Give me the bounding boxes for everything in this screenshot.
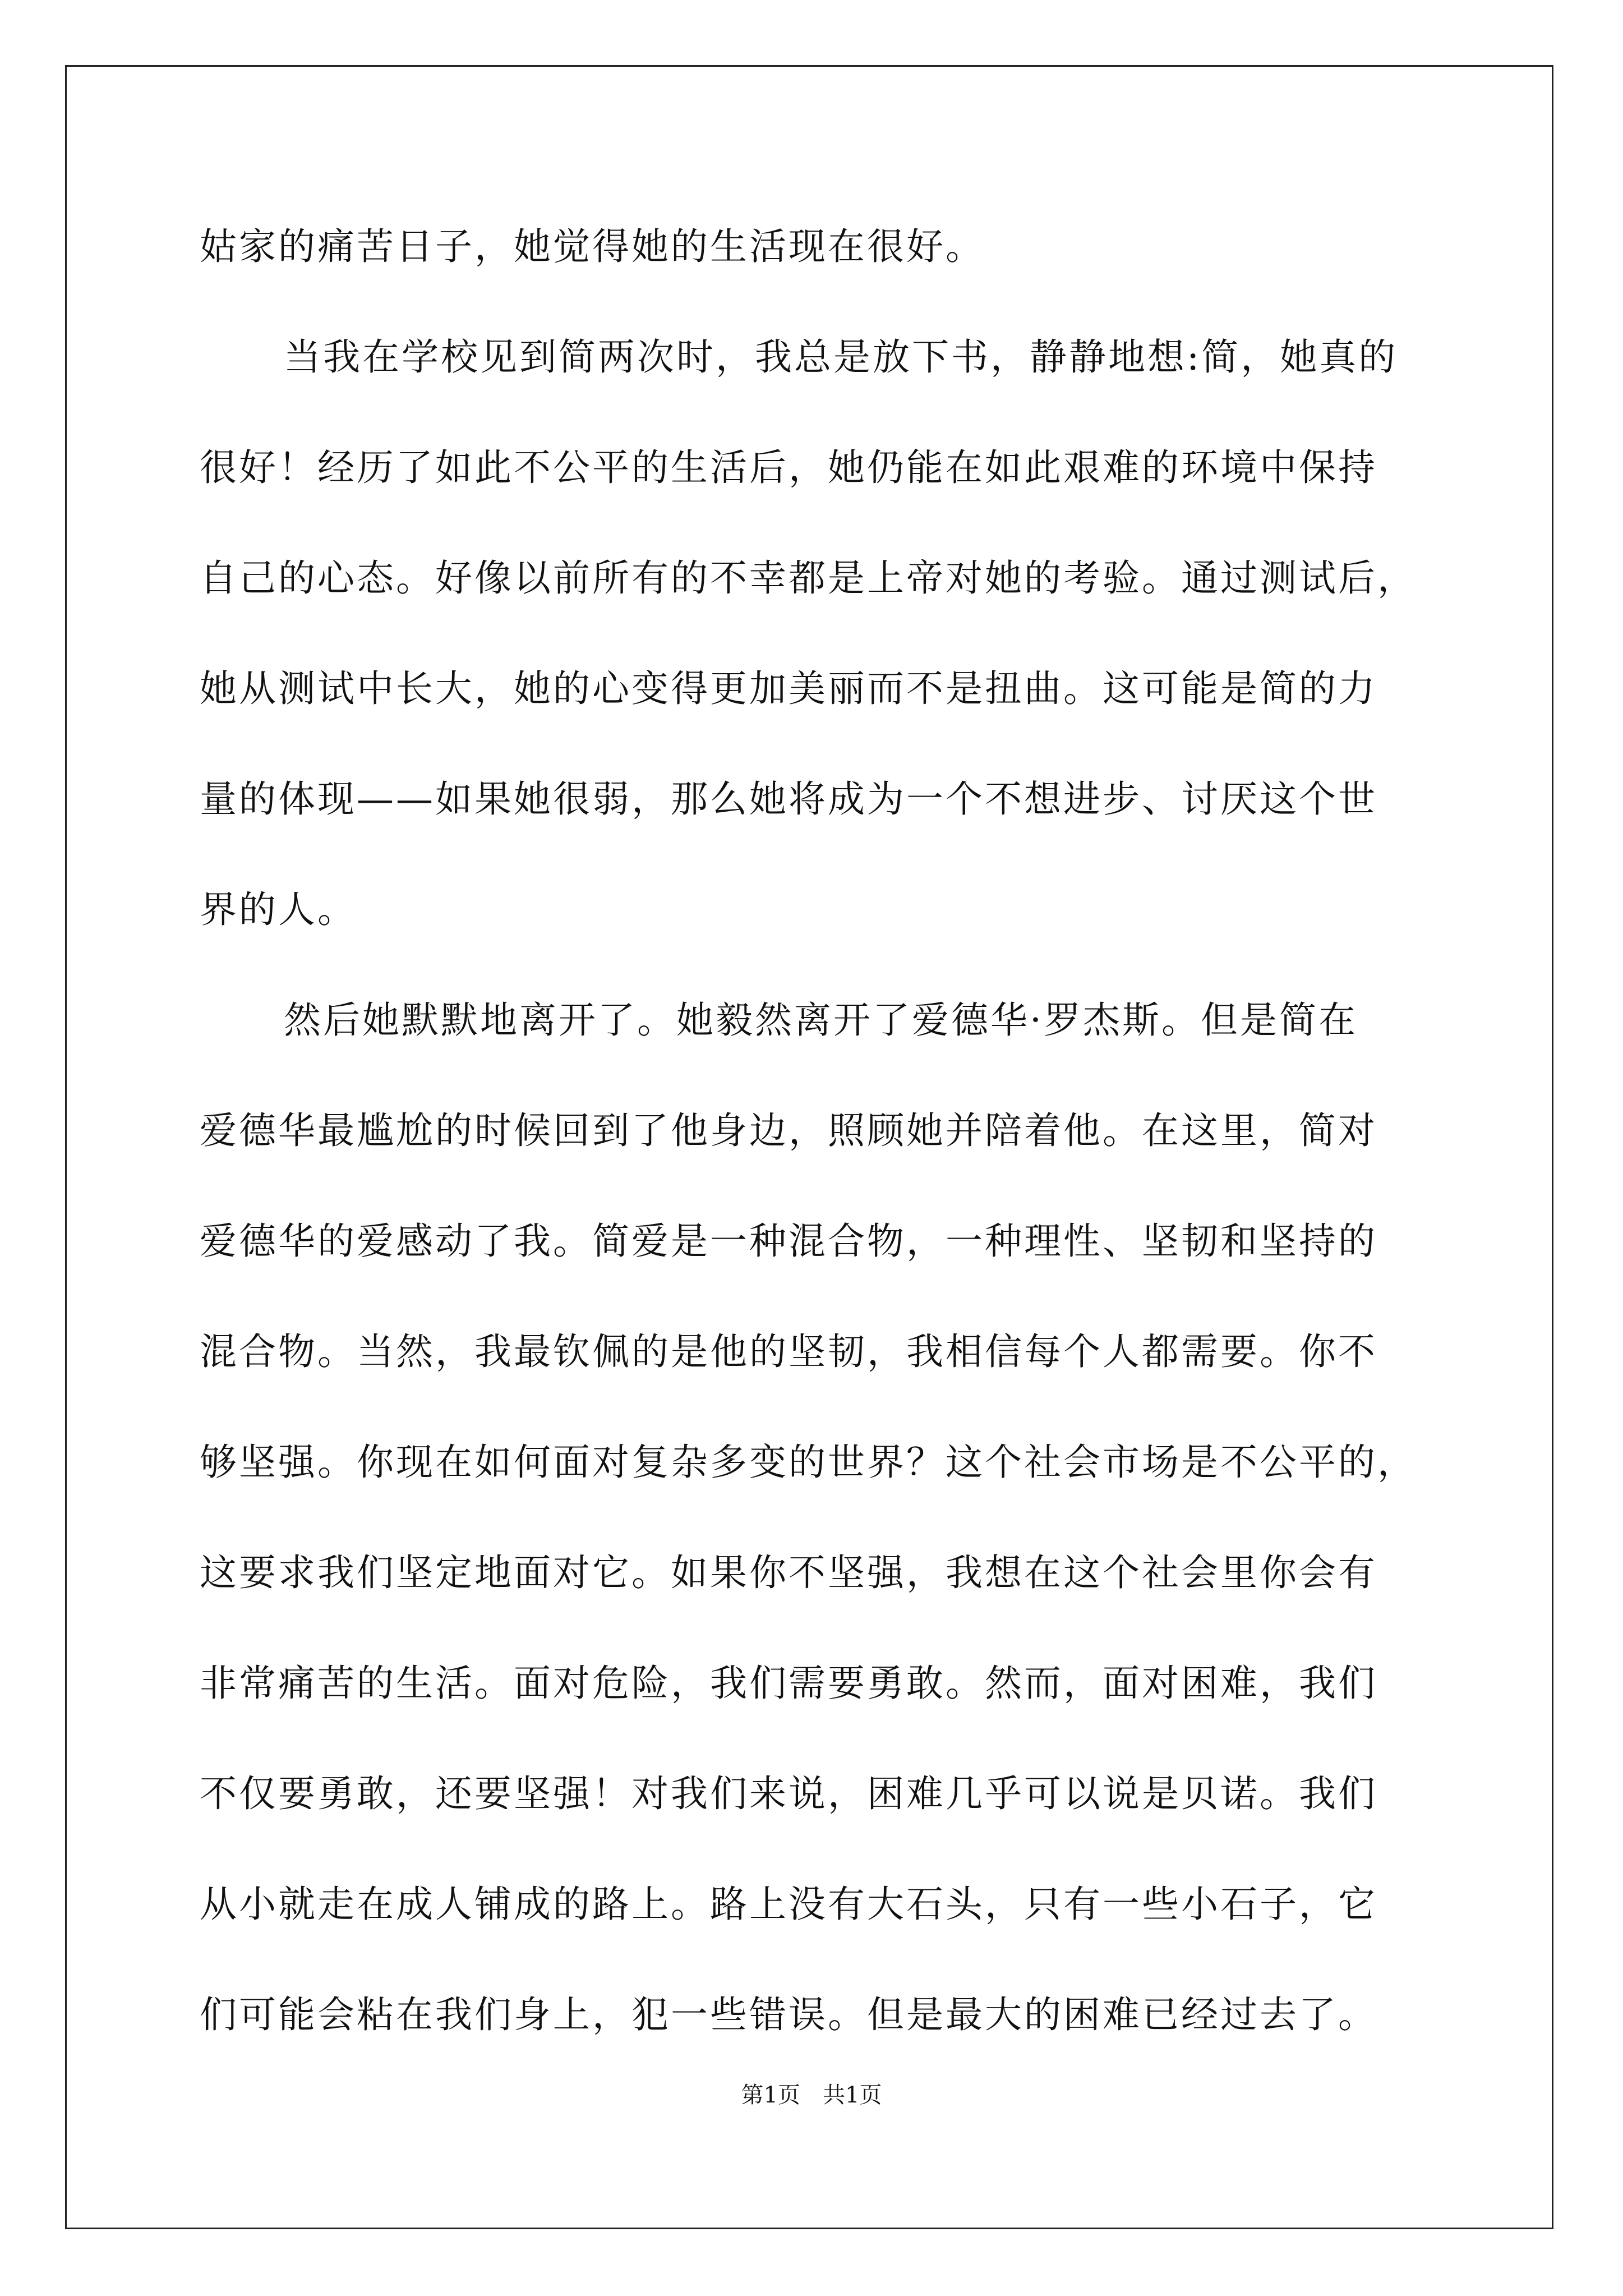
text-line: 姑家的痛苦日子，她觉得她的生活现在很好。 [200, 225, 985, 268]
text-line: 这要求我们坚定地面对它。如果你不坚强，我想在这个社会里你会有 [200, 1551, 1377, 1594]
text-line: 她从测试中长大，她的心变得更加美丽而不是扭曲。这可能是简的力 [200, 667, 1377, 710]
page-number-footer: 第1页 共1页 [741, 2082, 882, 2108]
text-line: 非常痛苦的生活。面对危险，我们需要勇敢。然而，面对困难，我们 [200, 1662, 1377, 1705]
text-line: 爱德华的爱感动了我。简爱是一种混合物，一种理性、坚韧和坚持的 [200, 1220, 1377, 1263]
text-line: 很好！经历了如此不公平的生活后，她仍能在如此艰难的环境中保持 [200, 446, 1377, 489]
text-line: 从小就走在成人铺成的路上。路上没有大石头，只有一些小石子，它 [200, 1883, 1377, 1926]
text-line: 够坚强。你现在如何面对复杂多变的世界？这个社会市场是不公平的， [200, 1441, 1417, 1484]
text-line: 们可能会粘在我们身上，犯一些错误。但是最大的困难已经过去了。 [200, 1993, 1377, 2036]
text-line: 然后她默默地离开了。她毅然离开了爱德华·罗杰斯。但是简在 [284, 999, 1358, 1042]
text-line: 爱德华最尴尬的时候回到了他身边，照顾她并陪着他。在这里，简对 [200, 1109, 1377, 1152]
text-line: 混合物。当然，我最钦佩的是他的坚韧，我相信每个人都需要。你不 [200, 1330, 1377, 1373]
text-line: 不仅要勇敢，还要坚强！对我们来说，困难几乎可以说是贝诺。我们 [200, 1772, 1377, 1815]
text-line: 量的体现——如果她很弱，那么她将成为一个不想进步、讨厌这个世 [200, 777, 1377, 821]
text-line: 自己的心态。好像以前所有的不幸都是上帝对她的考验。通过测试后， [200, 556, 1417, 600]
document-body [200, 213, 1433, 2092]
text-line: 当我在学校见到简两次时，我总是放下书，静静地想:简，她真的 [284, 335, 1398, 379]
text-line: 界的人。 [200, 888, 357, 931]
